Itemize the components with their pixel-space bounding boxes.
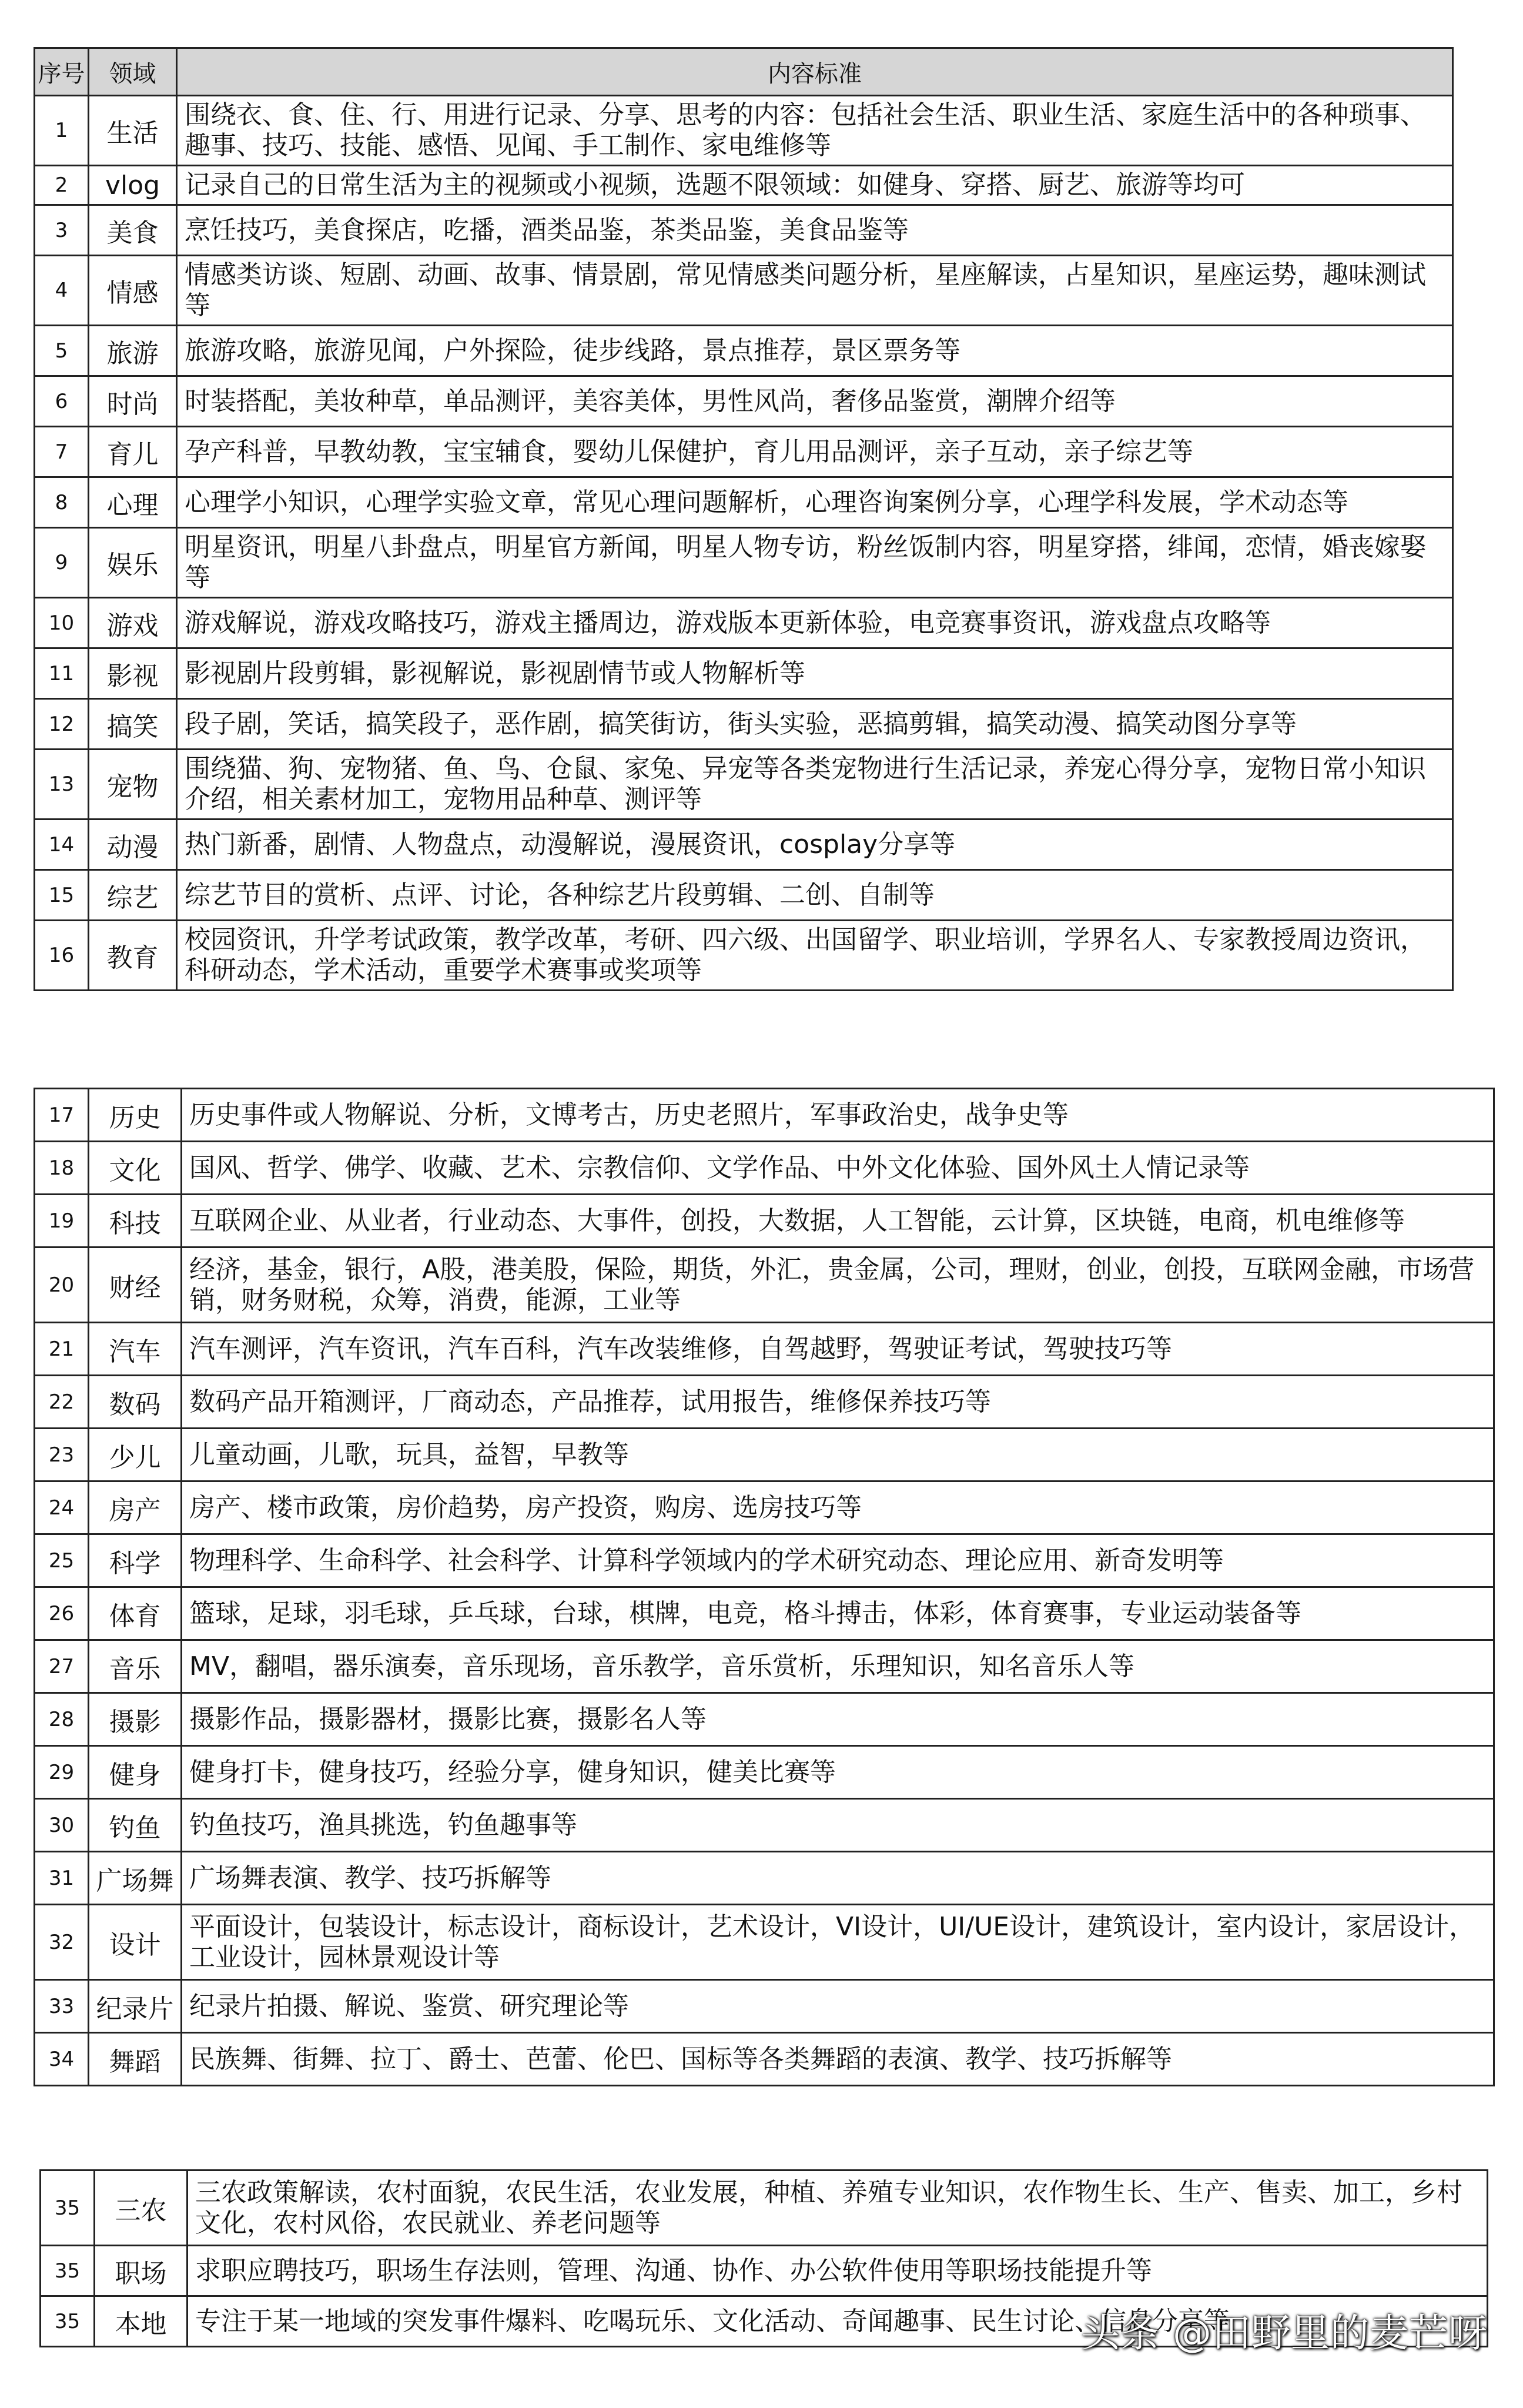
- table-row: [35, 648, 1453, 699]
- row-number: 34: [35, 2033, 89, 2086]
- row-domain: 生活: [89, 96, 177, 166]
- row-domain: 三农: [95, 2170, 188, 2246]
- row-content: 校园资讯，升学考试政策，教学改革，考研、四六级、出国留学、职业培训，学界名人、专家教授周边资讯，科研动态，学术活动，重要学术赛事或奖项等: [177, 921, 1453, 991]
- table-row: [35, 1693, 1494, 1746]
- row-number: 22: [35, 1376, 89, 1429]
- row-content: 三农政策解读，农村面貌，农民生活，农业发展，种植、养殖专业知识，农作物生长、生产、售卖、加工，乡村文化，农村风俗，农民就业、养老问题等: [188, 2170, 1488, 2246]
- table-row: [35, 1376, 1494, 1429]
- row-content: 健身打卡，健身技巧，经验分享，健身知识，健美比赛等: [182, 1746, 1494, 1799]
- row-number: 9: [35, 528, 89, 598]
- row-number: 35: [41, 2170, 95, 2246]
- row-content: 纪录片拍摄、解说、鉴赏、研究理论等: [182, 1980, 1494, 2033]
- table-row: [35, 96, 1453, 166]
- row-content: 平面设计，包装设计，标志设计，商标设计，艺术设计，VI设计，UI/UE设计，建筑设计，室内设计，家居设计，工业设计，园林景观设计等: [182, 1905, 1494, 1980]
- row-number: 30: [35, 1799, 89, 1852]
- row-number: 2: [35, 166, 89, 205]
- table-part-1: [34, 47, 1454, 991]
- row-domain: 动漫: [89, 820, 177, 870]
- row-content: 明星资讯，明星八卦盘点，明星官方新闻，明星人物专访，粉丝饭制内容，明星穿搭，绯闻，恋情，婚丧嫁娶等: [177, 528, 1453, 598]
- row-content: 游戏解说，游戏攻略技巧，游戏主播周边，游戏版本更新体验，电竞赛事资讯，游戏盘点攻略等: [177, 598, 1453, 648]
- row-number: 4: [35, 256, 89, 326]
- header-content: 内容标准: [177, 48, 1453, 96]
- row-content: 互联网企业、从业者，行业动态、大事件，创投，大数据，人工智能，云计算，区块链，电商，机电维修等: [182, 1195, 1494, 1248]
- table-row: [35, 1481, 1494, 1534]
- row-domain: 数码: [89, 1376, 182, 1429]
- row-content: 儿童动画，儿歌，玩具，益智，早教等: [182, 1429, 1494, 1481]
- table-row: [35, 699, 1453, 750]
- table-row: [35, 477, 1453, 528]
- row-number: 28: [35, 1693, 89, 1746]
- row-content: 综艺节目的赏析、点评、讨论，各种综艺片段剪辑、二创、自制等: [177, 870, 1453, 921]
- row-domain: 少儿: [89, 1429, 182, 1481]
- row-domain: 财经: [89, 1248, 182, 1323]
- table-row: [35, 598, 1453, 648]
- row-number: 20: [35, 1248, 89, 1323]
- row-domain: 搞笑: [89, 699, 177, 750]
- table-row: [35, 1980, 1494, 2033]
- table-row: [41, 2170, 1488, 2246]
- table-row: [35, 1799, 1494, 1852]
- row-number: 6: [35, 376, 89, 427]
- row-domain: 历史: [89, 1089, 182, 1142]
- row-number: 14: [35, 820, 89, 870]
- row-content: 情感类访谈、短剧、动画、故事、情景剧，常见情感类问题分析，星座解读，占星知识，星座运势，趣味测试等: [177, 256, 1453, 326]
- row-domain: 摄影: [89, 1693, 182, 1746]
- row-domain: 音乐: [89, 1640, 182, 1693]
- row-content: 求职应聘技巧，职场生存法则，管理、沟通、协作、办公软件使用等职场技能提升等: [188, 2246, 1488, 2296]
- row-domain: 房产: [89, 1481, 182, 1534]
- table-row: [35, 1195, 1494, 1248]
- row-content: 房产、楼市政策，房价趋势，房产投资，购房、选房技巧等: [182, 1481, 1494, 1534]
- header-num: 序号: [35, 48, 89, 96]
- row-content: 影视剧片段剪辑，影视解说，影视剧情节或人物解析等: [177, 648, 1453, 699]
- row-domain: 钓鱼: [89, 1799, 182, 1852]
- row-number: 17: [35, 1089, 89, 1142]
- row-domain: 教育: [89, 921, 177, 991]
- row-content: 孕产科普，早教幼教，宝宝辅食，婴幼儿保健护，育儿用品测评，亲子互动，亲子综艺等: [177, 427, 1453, 477]
- row-domain: 育儿: [89, 427, 177, 477]
- row-content: 汽车测评，汽车资讯，汽车百科，汽车改装维修，自驾越野，驾驶证考试，驾驶技巧等: [182, 1323, 1494, 1376]
- row-number: 7: [35, 427, 89, 477]
- table-row: [35, 1640, 1494, 1693]
- row-number: 3: [35, 205, 89, 256]
- table-row: [35, 1323, 1494, 1376]
- row-domain: 科学: [89, 1534, 182, 1587]
- row-content: 物理科学、生命科学、社会科学、计算科学领域内的学术研究动态、理论应用、新奇发明等: [182, 1534, 1494, 1587]
- row-number: 12: [35, 699, 89, 750]
- row-content: 时装搭配，美妆种草，单品测评，美容美体，男性风尚，奢侈品鉴赏，潮牌介绍等: [177, 376, 1453, 427]
- row-number: 35: [41, 2296, 95, 2347]
- row-number: 16: [35, 921, 89, 991]
- table-part-2: [34, 1088, 1495, 2086]
- row-number: 5: [35, 326, 89, 376]
- table-row: [35, 256, 1453, 326]
- row-number: 15: [35, 870, 89, 921]
- row-domain: 广场舞: [89, 1852, 182, 1905]
- row-content: MV，翻唱，器乐演奏，音乐现场，音乐教学，音乐赏析，乐理知识，知名音乐人等: [182, 1640, 1494, 1693]
- row-domain: 体育: [89, 1587, 182, 1640]
- table-row: [41, 2246, 1488, 2296]
- table-row: [35, 1248, 1494, 1323]
- row-domain: 纪录片: [89, 1980, 182, 2033]
- row-domain: 综艺: [89, 870, 177, 921]
- row-number: 18: [35, 1142, 89, 1195]
- row-number: 27: [35, 1640, 89, 1693]
- row-content: 历史事件或人物解说、分析，文博考古，历史老照片，军事政治史，战争史等: [182, 1089, 1494, 1142]
- row-content: 烹饪技巧，美食探店，吃播，酒类品鉴，茶类品鉴，美食品鉴等: [177, 205, 1453, 256]
- table-row: [35, 870, 1453, 921]
- row-number: 31: [35, 1852, 89, 1905]
- row-domain: 游戏: [89, 598, 177, 648]
- row-domain: 娱乐: [89, 528, 177, 598]
- row-number: 24: [35, 1481, 89, 1534]
- row-content: 国风、哲学、佛学、收藏、艺术、宗教信仰、文学作品、中外文化体验、国外风土人情记录等: [182, 1142, 1494, 1195]
- row-number: 19: [35, 1195, 89, 1248]
- table-row: [35, 166, 1453, 205]
- row-domain: 舞蹈: [89, 2033, 182, 2086]
- row-domain: 时尚: [89, 376, 177, 427]
- table-row: [35, 205, 1453, 256]
- row-domain: vlog: [89, 166, 177, 205]
- table-row: [35, 1587, 1494, 1640]
- table-header-row: [35, 48, 1453, 96]
- row-domain: 汽车: [89, 1323, 182, 1376]
- row-number: 26: [35, 1587, 89, 1640]
- watermark: 头条 @田野里的麦芒呀: [1081, 2310, 1488, 2356]
- row-domain: 科技: [89, 1195, 182, 1248]
- row-content: 广场舞表演、教学、技巧拆解等: [182, 1852, 1494, 1905]
- row-domain: 文化: [89, 1142, 182, 1195]
- row-content: 数码产品开箱测评，厂商动态，产品推荐，试用报告，维修保养技巧等: [182, 1376, 1494, 1429]
- row-content: 围绕衣、食、住、行、用进行记录、分享、思考的内容：包括社会生活、职业生活、家庭生活中的各种琐事、趣事、技巧、技能、感悟、见闻、手工制作、家电维修等: [177, 96, 1453, 166]
- table-row: [35, 1905, 1494, 1980]
- row-number: 29: [35, 1746, 89, 1799]
- table-row: [35, 820, 1453, 870]
- table-row: [35, 1746, 1494, 1799]
- row-content: 专注于某一地域的突发事件爆料、吃喝玩乐、文化活动、奇闻趣事、民生讨论、信息分享等: [188, 2296, 1488, 2347]
- row-domain: 情感: [89, 256, 177, 326]
- row-content: 篮球，足球，羽毛球，乒乓球，台球，棋牌，电竞，格斗搏击，体彩，体育赛事，专业运动装备等: [182, 1587, 1494, 1640]
- table-row: [35, 750, 1453, 820]
- row-content: 围绕猫、狗、宠物猪、鱼、鸟、仓鼠、家兔、异宠等各类宠物进行生活记录，养宠心得分享，宠物日常小知识介绍，相关素材加工，宠物用品种草、测评等: [177, 750, 1453, 820]
- table-row: [35, 376, 1453, 427]
- row-content: 摄影作品，摄影器材，摄影比赛，摄影名人等: [182, 1693, 1494, 1746]
- row-domain: 设计: [89, 1905, 182, 1980]
- row-content: 经济，基金，银行，A股，港美股，保险，期货，外汇，贵金属，公司，理财，创业，创投，互联网金融，市场营销，财务财税，众筹，消费，能源，工业等: [182, 1248, 1494, 1323]
- row-number: 25: [35, 1534, 89, 1587]
- row-number: 32: [35, 1905, 89, 1980]
- table-row: [35, 1089, 1494, 1142]
- row-number: 10: [35, 598, 89, 648]
- row-domain: 美食: [89, 205, 177, 256]
- row-number: 1: [35, 96, 89, 166]
- row-domain: 职场: [95, 2246, 188, 2296]
- row-domain: 心理: [89, 477, 177, 528]
- row-content: 记录自己的日常生活为主的视频或小视频，选题不限领域：如健身、穿搭、厨艺、旅游等均可: [177, 166, 1453, 205]
- table-row: [35, 326, 1453, 376]
- row-number: 21: [35, 1323, 89, 1376]
- table-row: [35, 528, 1453, 598]
- table-row: [35, 1142, 1494, 1195]
- row-number: 11: [35, 648, 89, 699]
- row-domain: 旅游: [89, 326, 177, 376]
- row-number: 13: [35, 750, 89, 820]
- row-content: 段子剧，笑话，搞笑段子，恶作剧，搞笑街访，街头实验，恶搞剪辑，搞笑动漫、搞笑动图分享等: [177, 699, 1453, 750]
- row-number: 33: [35, 1980, 89, 2033]
- row-content: 钓鱼技巧，渔具挑选，钓鱼趣事等: [182, 1799, 1494, 1852]
- table-row: [35, 2033, 1494, 2086]
- table-row: [35, 1534, 1494, 1587]
- row-number: 35: [41, 2246, 95, 2296]
- table-row: [35, 1852, 1494, 1905]
- row-domain: 影视: [89, 648, 177, 699]
- row-number: 23: [35, 1429, 89, 1481]
- header-domain: 领域: [89, 48, 177, 96]
- row-number: 8: [35, 477, 89, 528]
- row-domain: 宠物: [89, 750, 177, 820]
- row-domain: 本地: [95, 2296, 188, 2347]
- table-row: [35, 921, 1453, 991]
- table-row: [35, 427, 1453, 477]
- row-content: 心理学小知识，心理学实验文章，常见心理问题解析，心理咨询案例分享，心理学科发展，学术动态等: [177, 477, 1453, 528]
- row-content: 热门新番，剧情、人物盘点，动漫解说，漫展资讯，cosplay分享等: [177, 820, 1453, 870]
- row-content: 旅游攻略，旅游见闻，户外探险，徒步线路，景点推荐，景区票务等: [177, 326, 1453, 376]
- row-content: 民族舞、街舞、拉丁、爵士、芭蕾、伦巴、国标等各类舞蹈的表演、教学、技巧拆解等: [182, 2033, 1494, 2086]
- table-row: [35, 1429, 1494, 1481]
- row-domain: 健身: [89, 1746, 182, 1799]
